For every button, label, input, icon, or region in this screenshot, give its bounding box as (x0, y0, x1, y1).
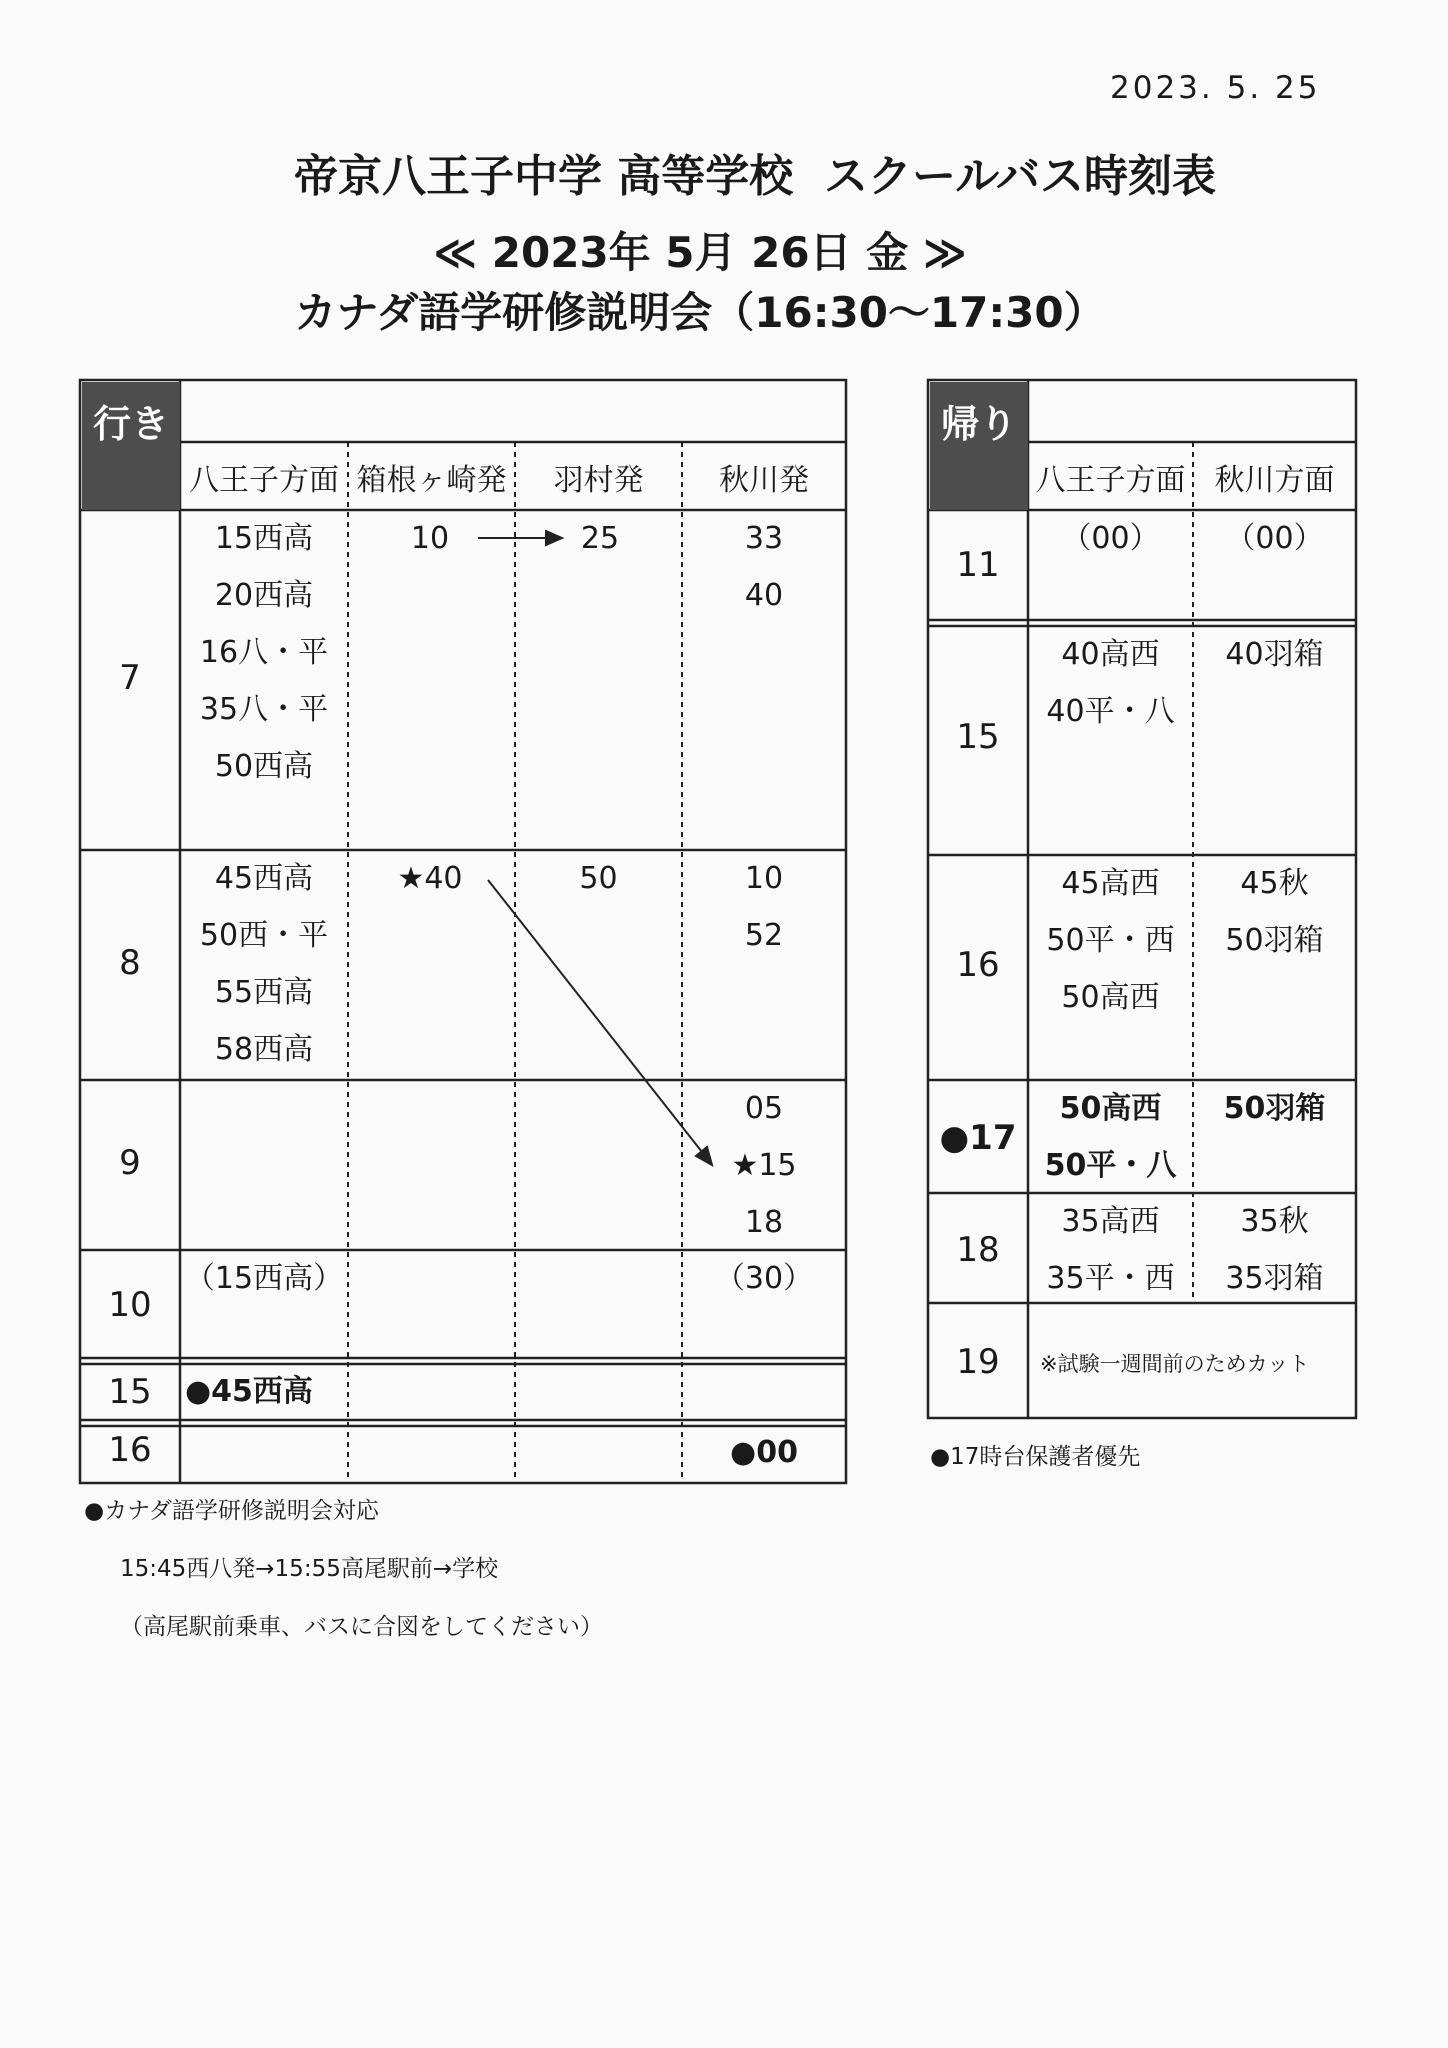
time-entry: （30） (714, 1261, 814, 1296)
time-entry: 40平・八 (1046, 694, 1175, 729)
time-entry: 50西・平 (199, 918, 329, 953)
time-entry: 50平・八 (1044, 1148, 1177, 1183)
outbound-label: 行き (82, 382, 180, 510)
time-entry: 35秋 (1240, 1204, 1309, 1239)
akigawa-times-10 (682, 1250, 846, 1307)
time-entry: 35高西 (1061, 1204, 1160, 1239)
return-akigawa-15 (1193, 626, 1356, 683)
hakonegasaki-times-8 (370, 850, 490, 907)
time-entry: 16八・平 (199, 635, 329, 670)
time-entry: 35八・平 (199, 692, 329, 727)
time-entry: （00） (1225, 521, 1324, 556)
akigawa-times-9 (682, 1080, 846, 1251)
event-title: カナダ語学研修説明会（16:30〜17:30） (294, 288, 1106, 337)
header-hamura: 羽村発 (553, 463, 644, 498)
outbound-note-2: 15:45西八発→15:55高尾駅前→学校 (120, 1556, 499, 1582)
time-entry: 50 (579, 861, 618, 896)
time-entry: 58西高 (214, 1032, 314, 1067)
hamura-times-8 (515, 850, 682, 907)
time-entry: 15西高 (214, 521, 314, 556)
hour-16: 16 (108, 1430, 152, 1470)
return-hachioji-15 (1028, 626, 1193, 740)
return-akigawa-17 (1193, 1080, 1356, 1137)
time-entry: ★40 (397, 861, 463, 896)
time-entry: 50羽箱 (1225, 923, 1324, 958)
return-akigawa-16 (1193, 855, 1356, 969)
return-hour-17: ●17 (939, 1118, 1017, 1158)
time-entry: 50平・西 (1046, 923, 1175, 958)
time-entry: ●45西高 (185, 1374, 313, 1409)
hamura-times-7 (560, 510, 640, 567)
header-hachioji-direction: 八王子方面 (189, 463, 339, 498)
time-entry: 45西高 (214, 861, 314, 896)
hour-7: 7 (119, 658, 141, 698)
return-hachioji-17 (1028, 1080, 1193, 1194)
outbound-note-1: ●カナダ語学研修説明会対応 (84, 1498, 379, 1524)
time-entry: ●00 (730, 1435, 798, 1470)
time-entry: 50高西 (1061, 980, 1160, 1015)
time-entry: 45高西 (1061, 866, 1160, 901)
time-entry: 40 (744, 578, 784, 613)
outbound-note-3: （高尾駅前乗車、バスに合図をしてください） (120, 1614, 603, 1640)
timetable-label: スクールバス時刻表 (823, 151, 1216, 202)
time-entry: 05 (744, 1091, 784, 1126)
time-entry: 40高西 (1061, 637, 1160, 672)
time-entry: 40羽箱 (1225, 637, 1324, 672)
hachioji-times-7 (180, 510, 348, 795)
time-entry: 20西高 (214, 578, 314, 613)
time-entry: 50高西 (1059, 1091, 1162, 1126)
header-akigawa: 秋川発 (719, 463, 809, 498)
hachioji-times-8 (180, 850, 348, 1078)
header-inbound-akigawa: 秋川方面 (1214, 463, 1335, 498)
time-entry: 55西高 (214, 975, 314, 1010)
hour-8: 8 (119, 943, 141, 983)
hachioji-times-15 (185, 1363, 355, 1420)
akigawa-times-7 (682, 510, 846, 624)
return-akigawa-11 (1193, 510, 1356, 567)
time-entry: 25 (580, 521, 620, 556)
service-date: ≪ 2023年 5月 26日 金 ≫ (433, 228, 967, 277)
hakonegasaki-times-7 (390, 510, 470, 567)
return-hour-11: 11 (956, 545, 1000, 585)
time-entry: （15西高） (184, 1261, 344, 1296)
time-entry: 33 (744, 521, 784, 556)
return-hachioji-16 (1028, 855, 1193, 1026)
inbound-label: 帰り (930, 382, 1028, 510)
school-name: 帝京八王子中学 高等学校 (293, 151, 794, 202)
time-entry: 50羽箱 (1223, 1091, 1326, 1126)
return-hachioji-11 (1028, 510, 1193, 567)
hour-15: 15 (108, 1372, 152, 1412)
hachioji-times-10 (180, 1250, 348, 1307)
time-entry: 18 (744, 1205, 784, 1240)
time-entry: 35羽箱 (1225, 1261, 1324, 1296)
header-inbound-hachioji: 八王子方面 (1035, 463, 1186, 498)
time-entry: ★15 (731, 1148, 797, 1183)
return-hour-19: 19 (956, 1342, 1000, 1382)
time-entry: （00） (1061, 521, 1160, 556)
time-entry: 35平・西 (1046, 1261, 1175, 1296)
header-hakonegasaki: 箱根ヶ崎発 (356, 463, 507, 498)
hour-10: 10 (108, 1285, 152, 1325)
document-date: 2023. 5. 25 (1110, 70, 1321, 106)
return-19-note: ※試験一週間前のためカット (1040, 1352, 1310, 1376)
time-entry: 10 (744, 861, 784, 896)
time-entry: 50西高 (214, 749, 314, 784)
return-akigawa-18 (1193, 1193, 1356, 1307)
return-hour-16: 16 (956, 945, 1000, 985)
akigawa-times-8 (682, 850, 846, 964)
return-hour-15: 15 (956, 717, 1000, 757)
time-entry: 52 (744, 918, 784, 953)
inbound-note: ●17時台保護者優先 (930, 1444, 1141, 1470)
time-entry: 45秋 (1240, 866, 1309, 901)
time-entry: 10 (410, 521, 450, 556)
return-hour-18: 18 (956, 1230, 1000, 1270)
hour-9: 9 (119, 1143, 141, 1183)
return-hachioji-18 (1028, 1193, 1193, 1307)
akigawa-times-16 (682, 1424, 846, 1481)
